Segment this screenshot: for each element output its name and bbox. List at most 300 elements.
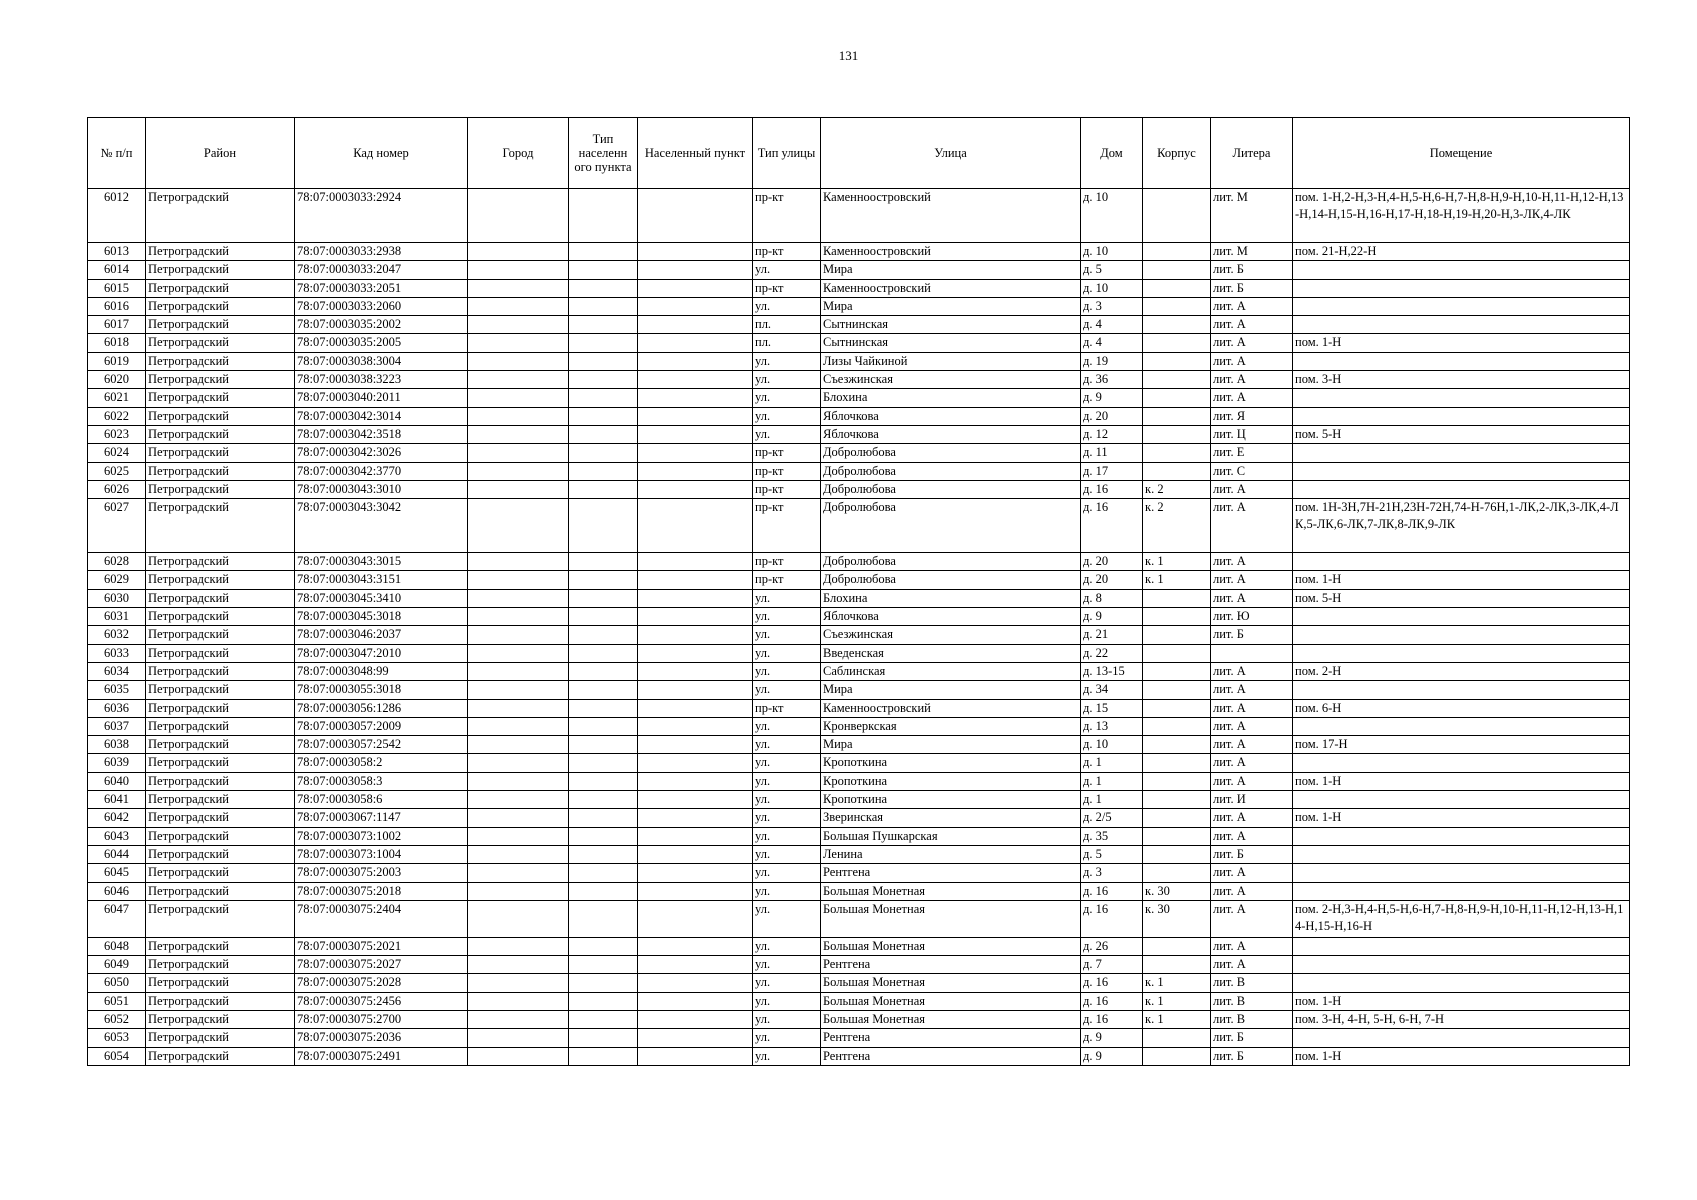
cell-street-type: ул. [753, 389, 821, 407]
cell-district: Петроградский [146, 791, 295, 809]
col-header-locality: Населенный пункт [638, 118, 753, 189]
cell-litera: лит. Ю [1211, 608, 1293, 626]
cell-locality-type [569, 992, 638, 1010]
cell-district: Петроградский [146, 352, 295, 370]
col-header-district: Район [146, 118, 295, 189]
cell-litera: лит. А [1211, 334, 1293, 352]
cell-district: Петроградский [146, 1029, 295, 1047]
col-header-house: Дом [1081, 118, 1143, 189]
cell-premises: пом. 1-Н [1293, 571, 1630, 589]
cell-street: Яблочкова [821, 407, 1081, 425]
cell-number: 6012 [88, 189, 146, 243]
cell-street: Добролюбова [821, 462, 1081, 480]
cell-litera: лит. А [1211, 316, 1293, 334]
cell-locality-type [569, 407, 638, 425]
cell-city [468, 845, 569, 863]
cell-korpus: к. 1 [1143, 974, 1211, 992]
cell-street-type: ул. [753, 772, 821, 790]
cell-house: д. 16 [1081, 974, 1143, 992]
cell-litera: лит. А [1211, 589, 1293, 607]
cell-street: Саблинская [821, 662, 1081, 680]
cell-district: Петроградский [146, 1010, 295, 1028]
cell-litera: лит. А [1211, 754, 1293, 772]
cell-number: 6033 [88, 644, 146, 662]
table-row [88, 589, 1630, 607]
cell-cadastral-number: 78:07:0003042:3014 [295, 407, 468, 425]
cell-city [468, 352, 569, 370]
cell-cadastral-number: 78:07:0003057:2542 [295, 736, 468, 754]
cell-locality-type [569, 425, 638, 443]
cell-locality-type [569, 1047, 638, 1065]
cell-cadastral-number: 78:07:0003043:3042 [295, 499, 468, 553]
cell-korpus [1143, 425, 1211, 443]
col-header-city: Город [468, 118, 569, 189]
cell-locality [638, 772, 753, 790]
cell-korpus [1143, 279, 1211, 297]
cell-house: д. 10 [1081, 279, 1143, 297]
cell-premises [1293, 462, 1630, 480]
cell-street-type: ул. [753, 352, 821, 370]
cell-cadastral-number: 78:07:0003033:2938 [295, 243, 468, 261]
table-row [88, 297, 1630, 315]
table-row [88, 974, 1630, 992]
cell-locality-type [569, 352, 638, 370]
cell-number: 6013 [88, 243, 146, 261]
cell-district: Петроградский [146, 772, 295, 790]
cell-street: Сытнинская [821, 316, 1081, 334]
property-registry-table [87, 117, 1630, 1066]
cell-house: д. 5 [1081, 845, 1143, 863]
table-row [88, 626, 1630, 644]
cell-house: д. 4 [1081, 334, 1143, 352]
cell-locality-type [569, 444, 638, 462]
cell-premises: пом. 5-Н [1293, 589, 1630, 607]
cell-street: Добролюбова [821, 553, 1081, 571]
cell-premises [1293, 608, 1630, 626]
cell-cadastral-number: 78:07:0003075:2003 [295, 864, 468, 882]
cell-litera: лит. В [1211, 992, 1293, 1010]
cell-city [468, 681, 569, 699]
cell-city [468, 371, 569, 389]
cell-premises: пом. 21-Н,22-Н [1293, 243, 1630, 261]
table-row [88, 279, 1630, 297]
cell-street: Сытнинская [821, 334, 1081, 352]
cell-korpus [1143, 754, 1211, 772]
cell-street-type: пл. [753, 334, 821, 352]
cell-street-type: ул. [753, 827, 821, 845]
cell-locality [638, 279, 753, 297]
table-row [88, 462, 1630, 480]
table-row [88, 662, 1630, 680]
cell-cadastral-number: 78:07:0003033:2060 [295, 297, 468, 315]
cell-locality [638, 389, 753, 407]
cell-house: д. 15 [1081, 699, 1143, 717]
cell-number: 6022 [88, 407, 146, 425]
cell-premises [1293, 845, 1630, 863]
cell-street-type: ул. [753, 662, 821, 680]
cell-street: Рентгена [821, 1029, 1081, 1047]
cell-street-type: ул. [753, 1010, 821, 1028]
col-header-locality-type: Тип населенн ого пункта [569, 118, 638, 189]
cell-city [468, 974, 569, 992]
cell-locality-type [569, 499, 638, 553]
cell-litera: лит. А [1211, 809, 1293, 827]
cell-premises [1293, 444, 1630, 462]
cell-house: д. 16 [1081, 992, 1143, 1010]
cell-house: д. 10 [1081, 189, 1143, 243]
cell-number: 6040 [88, 772, 146, 790]
cell-street-type: пр-кт [753, 499, 821, 553]
cell-district: Петроградский [146, 845, 295, 863]
cell-street-type: ул. [753, 371, 821, 389]
cell-cadastral-number: 78:07:0003075:2456 [295, 992, 468, 1010]
cell-street: Лизы Чайкиной [821, 352, 1081, 370]
cell-district: Петроградский [146, 974, 295, 992]
cell-street: Добролюбова [821, 444, 1081, 462]
cell-premises [1293, 827, 1630, 845]
cell-district: Петроградский [146, 243, 295, 261]
cell-locality [638, 1047, 753, 1065]
cell-number: 6031 [88, 608, 146, 626]
cell-locality-type [569, 297, 638, 315]
cell-litera: лит. А [1211, 882, 1293, 900]
table-row [88, 736, 1630, 754]
cell-street: Рентгена [821, 956, 1081, 974]
cell-korpus [1143, 243, 1211, 261]
cell-locality-type [569, 809, 638, 827]
cell-house: д. 13 [1081, 717, 1143, 735]
cell-cadastral-number: 78:07:0003057:2009 [295, 717, 468, 735]
cell-premises [1293, 681, 1630, 699]
cell-number: 6034 [88, 662, 146, 680]
table-row [88, 717, 1630, 735]
cell-district: Петроградский [146, 571, 295, 589]
cell-cadastral-number: 78:07:0003042:3518 [295, 425, 468, 443]
cell-korpus [1143, 699, 1211, 717]
cell-street-type: ул. [753, 589, 821, 607]
cell-korpus [1143, 189, 1211, 243]
cell-street: Добролюбова [821, 499, 1081, 553]
cell-premises: пом. 5-Н [1293, 425, 1630, 443]
cell-litera: лит. В [1211, 974, 1293, 992]
cell-street-type: ул. [753, 992, 821, 1010]
cell-locality-type [569, 772, 638, 790]
cell-litera: лит. А [1211, 900, 1293, 937]
cell-litera: лит. А [1211, 736, 1293, 754]
cell-cadastral-number: 78:07:0003075:2491 [295, 1047, 468, 1065]
cell-locality [638, 480, 753, 498]
cell-street-type: пр-кт [753, 553, 821, 571]
cell-district: Петроградский [146, 297, 295, 315]
cell-korpus [1143, 864, 1211, 882]
cell-street: Мира [821, 261, 1081, 279]
cell-locality-type [569, 1010, 638, 1028]
cell-locality-type [569, 644, 638, 662]
cell-street-type: пр-кт [753, 279, 821, 297]
cell-litera: лит. Б [1211, 1047, 1293, 1065]
cell-locality [638, 791, 753, 809]
cell-city [468, 189, 569, 243]
cell-litera: лит. И [1211, 791, 1293, 809]
cell-locality [638, 189, 753, 243]
cell-street-type: ул. [753, 681, 821, 699]
cell-locality-type [569, 662, 638, 680]
cell-litera: лит. А [1211, 499, 1293, 553]
cell-house: д. 22 [1081, 644, 1143, 662]
cell-litera: лит. А [1211, 717, 1293, 735]
cell-litera: лит. С [1211, 462, 1293, 480]
cell-street: Яблочкова [821, 608, 1081, 626]
cell-city [468, 956, 569, 974]
cell-korpus [1143, 444, 1211, 462]
cell-street: Рентгена [821, 1047, 1081, 1065]
cell-city [468, 462, 569, 480]
table-row [88, 992, 1630, 1010]
cell-locality-type [569, 882, 638, 900]
cell-locality [638, 553, 753, 571]
cell-litera: лит. А [1211, 571, 1293, 589]
cell-street: Большая Монетная [821, 937, 1081, 955]
cell-house: д. 9 [1081, 389, 1143, 407]
cell-number: 6038 [88, 736, 146, 754]
cell-street-type: ул. [753, 425, 821, 443]
table-row [88, 480, 1630, 498]
cell-city [468, 992, 569, 1010]
cell-korpus [1143, 261, 1211, 279]
cell-cadastral-number: 78:07:0003058:6 [295, 791, 468, 809]
table-row [88, 1047, 1630, 1065]
cell-city [468, 407, 569, 425]
cell-district: Петроградский [146, 553, 295, 571]
cell-district: Петроградский [146, 480, 295, 498]
cell-premises: пом. 6-Н [1293, 699, 1630, 717]
cell-district: Петроградский [146, 261, 295, 279]
cell-litera: лит. Я [1211, 407, 1293, 425]
cell-number: 6025 [88, 462, 146, 480]
cell-district: Петроградский [146, 462, 295, 480]
cell-number: 6045 [88, 864, 146, 882]
cell-cadastral-number: 78:07:0003038:3223 [295, 371, 468, 389]
cell-cadastral-number: 78:07:0003042:3770 [295, 462, 468, 480]
cell-cadastral-number: 78:07:0003042:3026 [295, 444, 468, 462]
cell-district: Петроградский [146, 956, 295, 974]
cell-number: 6032 [88, 626, 146, 644]
cell-locality-type [569, 589, 638, 607]
cell-number: 6042 [88, 809, 146, 827]
cell-premises: пом. 1-Н [1293, 334, 1630, 352]
cell-locality [638, 1029, 753, 1047]
cell-number: 6023 [88, 425, 146, 443]
cell-premises: пом. 1-Н,2-Н,3-Н,4-Н,5-Н,6-Н,7-Н,8-Н,9-Н,10-Н,11-Н,12-Н,13-Н,14-Н,15-Н,16-Н,17-Н,18-Н,19-Н,20-Н,3-ЛК,4-ЛК [1293, 189, 1630, 243]
table-row [88, 499, 1630, 553]
cell-number: 6054 [88, 1047, 146, 1065]
cell-locality-type [569, 608, 638, 626]
cell-street: Большая Монетная [821, 1010, 1081, 1028]
cell-street: Рентгена [821, 864, 1081, 882]
cell-locality [638, 571, 753, 589]
cell-locality [638, 407, 753, 425]
cell-district: Петроградский [146, 407, 295, 425]
table-body [88, 189, 1630, 1066]
cell-locality-type [569, 462, 638, 480]
cell-cadastral-number: 78:07:0003043:3015 [295, 553, 468, 571]
cell-street: Зверинская [821, 809, 1081, 827]
cell-cadastral-number: 78:07:0003045:3018 [295, 608, 468, 626]
cell-district: Петроградский [146, 499, 295, 553]
cell-litera: лит. А [1211, 480, 1293, 498]
cell-korpus [1143, 827, 1211, 845]
cell-house: д. 2/5 [1081, 809, 1143, 827]
cell-house: д. 16 [1081, 1010, 1143, 1028]
cell-house: д. 3 [1081, 864, 1143, 882]
cell-korpus: к. 30 [1143, 882, 1211, 900]
cell-litera: лит. А [1211, 827, 1293, 845]
cell-street: Мира [821, 681, 1081, 699]
table-row [88, 754, 1630, 772]
cell-district: Петроградский [146, 389, 295, 407]
cell-locality-type [569, 261, 638, 279]
col-header-street: Улица [821, 118, 1081, 189]
cell-litera: лит. В [1211, 1010, 1293, 1028]
cell-house: д. 16 [1081, 480, 1143, 498]
cell-locality [638, 717, 753, 735]
cell-cadastral-number: 78:07:0003040:2011 [295, 389, 468, 407]
cell-locality [638, 681, 753, 699]
cell-street-type: ул. [753, 626, 821, 644]
cell-house: д. 5 [1081, 261, 1143, 279]
cell-locality [638, 316, 753, 334]
cell-premises: пом. 17-Н [1293, 736, 1630, 754]
table-row [88, 444, 1630, 462]
table-row [88, 389, 1630, 407]
cell-district: Петроградский [146, 992, 295, 1010]
cell-premises [1293, 261, 1630, 279]
table-row [88, 791, 1630, 809]
cell-korpus [1143, 608, 1211, 626]
cell-cadastral-number: 78:07:0003073:1004 [295, 845, 468, 863]
cell-house: д. 1 [1081, 754, 1143, 772]
cell-locality [638, 297, 753, 315]
cell-district: Петроградский [146, 717, 295, 735]
cell-litera: лит. А [1211, 662, 1293, 680]
cell-street-type: ул. [753, 809, 821, 827]
cell-cadastral-number: 78:07:0003055:3018 [295, 681, 468, 699]
cell-city [468, 882, 569, 900]
cell-city [468, 754, 569, 772]
cell-locality [638, 662, 753, 680]
cell-number: 6018 [88, 334, 146, 352]
cell-number: 6017 [88, 316, 146, 334]
cell-locality [638, 754, 753, 772]
cell-korpus [1143, 736, 1211, 754]
cell-district: Петроградский [146, 371, 295, 389]
cell-street: Большая Монетная [821, 900, 1081, 937]
cell-district: Петроградский [146, 827, 295, 845]
cell-cadastral-number: 78:07:0003075:2021 [295, 937, 468, 955]
cell-city [468, 297, 569, 315]
table-row [88, 1010, 1630, 1028]
cell-number: 6027 [88, 499, 146, 553]
cell-city [468, 900, 569, 937]
cell-premises [1293, 407, 1630, 425]
cell-street: Блохина [821, 389, 1081, 407]
cell-house: д. 9 [1081, 608, 1143, 626]
cell-street-type: пр-кт [753, 480, 821, 498]
cell-korpus [1143, 389, 1211, 407]
cell-street: Добролюбова [821, 571, 1081, 589]
cell-locality-type [569, 956, 638, 974]
cell-locality-type [569, 279, 638, 297]
cell-cadastral-number: 78:07:0003075:2700 [295, 1010, 468, 1028]
cell-district: Петроградский [146, 1047, 295, 1065]
table-row [88, 882, 1630, 900]
cell-locality-type [569, 334, 638, 352]
cell-premises [1293, 352, 1630, 370]
cell-litera: лит. А [1211, 352, 1293, 370]
cell-number: 6053 [88, 1029, 146, 1047]
cell-korpus [1143, 371, 1211, 389]
cell-house: д. 36 [1081, 371, 1143, 389]
cell-number: 6050 [88, 974, 146, 992]
cell-cadastral-number: 78:07:0003035:2002 [295, 316, 468, 334]
cell-house: д. 11 [1081, 444, 1143, 462]
cell-district: Петроградский [146, 608, 295, 626]
cell-premises: пом. 3-Н [1293, 371, 1630, 389]
table-row [88, 845, 1630, 863]
cell-korpus [1143, 717, 1211, 735]
cell-house: д. 26 [1081, 937, 1143, 955]
cell-city [468, 589, 569, 607]
table-row [88, 809, 1630, 827]
cell-locality-type [569, 900, 638, 937]
cell-locality-type [569, 699, 638, 717]
cell-litera: лит. Б [1211, 845, 1293, 863]
cell-city [468, 699, 569, 717]
cell-locality [638, 243, 753, 261]
cell-locality-type [569, 243, 638, 261]
cell-premises [1293, 389, 1630, 407]
cell-locality [638, 644, 753, 662]
cell-street: Каменноостровский [821, 699, 1081, 717]
cell-city [468, 864, 569, 882]
cell-number: 6037 [88, 717, 146, 735]
cell-locality [638, 827, 753, 845]
cell-cadastral-number: 78:07:0003043:3151 [295, 571, 468, 589]
cell-korpus [1143, 937, 1211, 955]
cell-street: Съезжинская [821, 626, 1081, 644]
table-row [88, 827, 1630, 845]
table-row [88, 571, 1630, 589]
cell-cadastral-number: 78:07:0003075:2027 [295, 956, 468, 974]
cell-cadastral-number: 78:07:0003038:3004 [295, 352, 468, 370]
cell-cadastral-number: 78:07:0003075:2036 [295, 1029, 468, 1047]
cell-district: Петроградский [146, 644, 295, 662]
cell-street: Каменноостровский [821, 189, 1081, 243]
cell-korpus: к. 1 [1143, 571, 1211, 589]
cell-district: Петроградский [146, 681, 295, 699]
cell-street-type: ул. [753, 900, 821, 937]
cell-district: Петроградский [146, 900, 295, 937]
cell-korpus [1143, 809, 1211, 827]
table-row [88, 864, 1630, 882]
col-header-premises: Помещение [1293, 118, 1630, 189]
cell-house: д. 20 [1081, 553, 1143, 571]
cell-city [468, 389, 569, 407]
cell-litera: лит. А [1211, 956, 1293, 974]
cell-locality [638, 937, 753, 955]
cell-district: Петроградский [146, 736, 295, 754]
cell-litera: лит. М [1211, 189, 1293, 243]
